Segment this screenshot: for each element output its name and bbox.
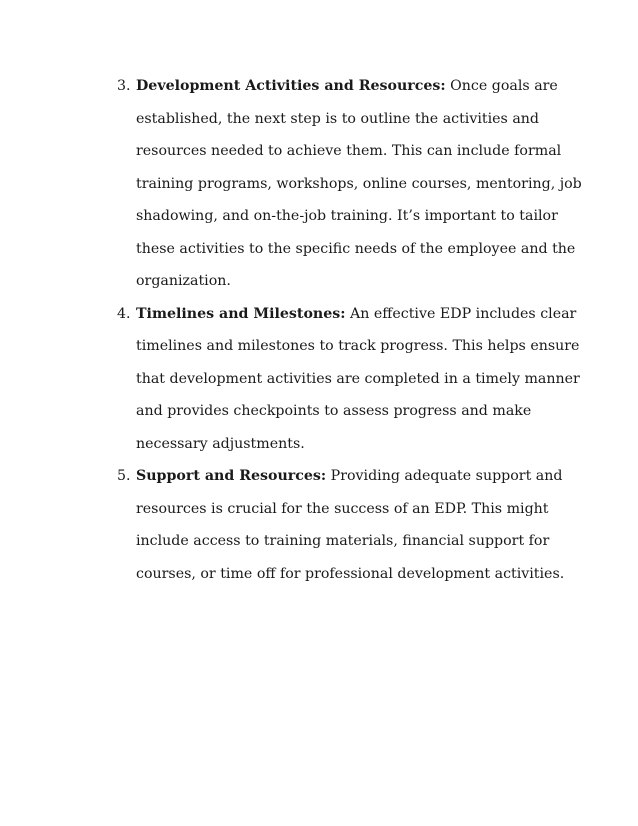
list-item-number: 5. — [117, 468, 131, 484]
list-item-term: Development Activities and Resources: — [136, 78, 446, 94]
list-item — [117, 70, 587, 298]
list-item-text: Providing adequate support and resources is crucial for the success of an EDP. This might include access to training materials, financial support for courses, or time off for professional development activities. — [136, 468, 565, 582]
list-item-text: Once goals are established, the next step is to outline the activities and resources needed to achieve them. This can include formal training programs, workshops, online courses, mentoring, job shadowing, and on-the-job training. It’s important to tailor these activities to the specific needs of the employee and the organization. — [136, 78, 582, 289]
list-item-text: An effective EDP includes clear timelines and milestones to track progress. This helps ensure that development activities are completed in a timely manner and provides checkpoints to assess progress and make necessary adjustments. — [136, 305, 580, 452]
list-item — [117, 298, 587, 461]
numbered-list — [117, 70, 587, 590]
list-item-term: Support and Resources: — [136, 468, 327, 484]
list-item-number: 3. — [117, 78, 131, 94]
list-item-term: Timelines and Milestones: — [136, 305, 346, 322]
list-item — [117, 460, 587, 590]
list-item-number: 4. — [117, 305, 131, 322]
